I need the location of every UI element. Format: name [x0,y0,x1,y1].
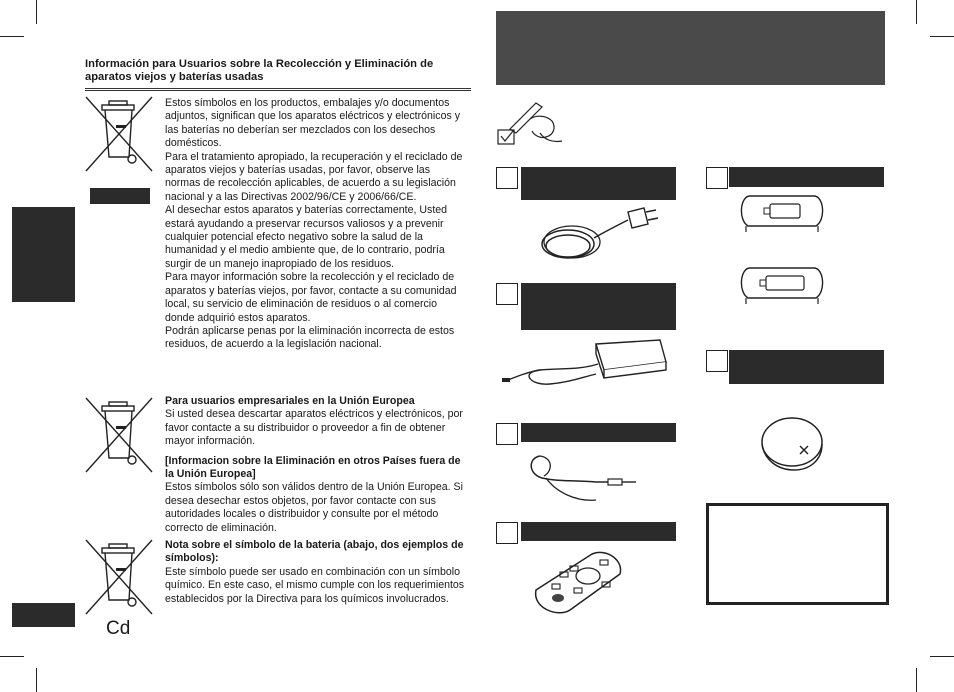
crossed-out-wheelie-bin-icon [84,396,154,474]
dock-adapter-icon [736,264,828,308]
item-label-bar [521,423,676,442]
dock-adapter-icon [736,192,828,236]
side-tab [12,207,75,302]
item-number-box [706,167,728,189]
crop-mark [0,36,24,37]
bin-underline-bar [90,188,150,204]
ac-adapter-icon [500,334,670,398]
item-number-box [496,283,518,305]
crop-mark [36,0,37,24]
section3-body: Este símbolo puede ser usado en combinación con un símbolo químico. En este caso, el mismo cumple con los requerimientos establecidos por la Directiva para los químicos involucrados. [165,565,465,605]
crop-mark [916,0,917,24]
item-label-bar [729,350,884,384]
crop-mark [916,668,917,692]
item-number-box [496,522,518,544]
note-frame [706,503,889,605]
item-number-box [496,167,518,189]
section2-body: Si usted desea descartar aparatos eléctricos y electrónicos, por favor contacte a su distribuidor o proveedor a fin de obtener mayor información. [165,408,463,448]
section1-p1: Estos símbolos en los productos, embalajes y/o documentos adjuntos, significan que los aparatos eléctricos y electrónicos y las baterías no deberían ser mezclados con los desechos domésticos. [165,97,461,150]
title-rule [85,88,471,91]
section1-p4: Para mayor información sobre la recolección y el reciclado de aparatos y baterías viejos, por favor, contacte a su comunidad local, su servicio de eliminación de residuos o al comercio donde adquirió estos aparatos. [165,271,457,324]
crop-mark [930,656,954,657]
item-label-bar [521,522,676,541]
item-label-bar [521,167,676,200]
section1-p2: Para el tratamiento apropiado, la recuperación y el reciclado de aparatos viejos y baterías usadas, por favor, observe las normas de recolección aplicables, de acuerdo a su legislación nacional y a las Directivas 2002/96/CE y 2006/66/CE. [165,150,463,203]
section2-text [165,395,465,535]
chemical-symbol: Cd [106,618,131,639]
section2-heading2: [Informacion sobre la Eliminación en otros Países fuera de la Unión Europea] [165,454,461,481]
section2-heading: Para usuarios empresariales en la Unión Europea [165,395,415,407]
pencil-check-icon [496,97,566,149]
section3-heading: Nota sobre el símbolo de la bateria (abajo, dos ejemplos de símbolos): [165,539,464,565]
item-label-bar [521,283,676,330]
section1-p3: Al desechar estos aparatos y baterías correctamente, Usted estará ayudando a preservar recursos valiosos y a prevenir cualquier potencial efecto negativo sobre la salud de la humanidad y el medio ambiente que, de lo contrario, podría surgir de un manejo inapropiado de los residuos. [165,204,448,270]
section2-body2: Estos símbolos sólo son válidos dentro de la Unión Europea. Si desea desechar estos objetos, por favor contacte con sus autoridades locales o distribuidor y consulte por el método correcto de eliminación. [165,481,463,534]
audio-cable-icon [526,448,638,508]
page-title: Información para Usuarios sobre la Recolección y Eliminación de aparatos viejos y baterías usadas [85,58,434,83]
accessories-header-band [496,11,885,85]
crop-mark [36,668,37,692]
crop-mark [0,656,24,657]
coin-battery-icon [758,414,826,472]
crossed-out-wheelie-bin-icon [84,95,154,173]
ac-power-cord-icon [528,202,658,268]
crop-mark [930,36,954,37]
item-number-box [706,350,728,372]
item-label-bar [729,167,884,187]
remote-control-icon [530,546,626,616]
item-number-box [496,423,518,445]
section3-text [165,539,465,606]
crossed-out-wheelie-bin-icon [84,538,154,616]
section1-text [165,97,465,352]
section1-p5: Podrán aplicarse penas por la eliminación incorrecta de estos residuos, de acuerdo a la legislación nacional. [165,324,455,351]
side-tab-bottom [12,603,75,627]
